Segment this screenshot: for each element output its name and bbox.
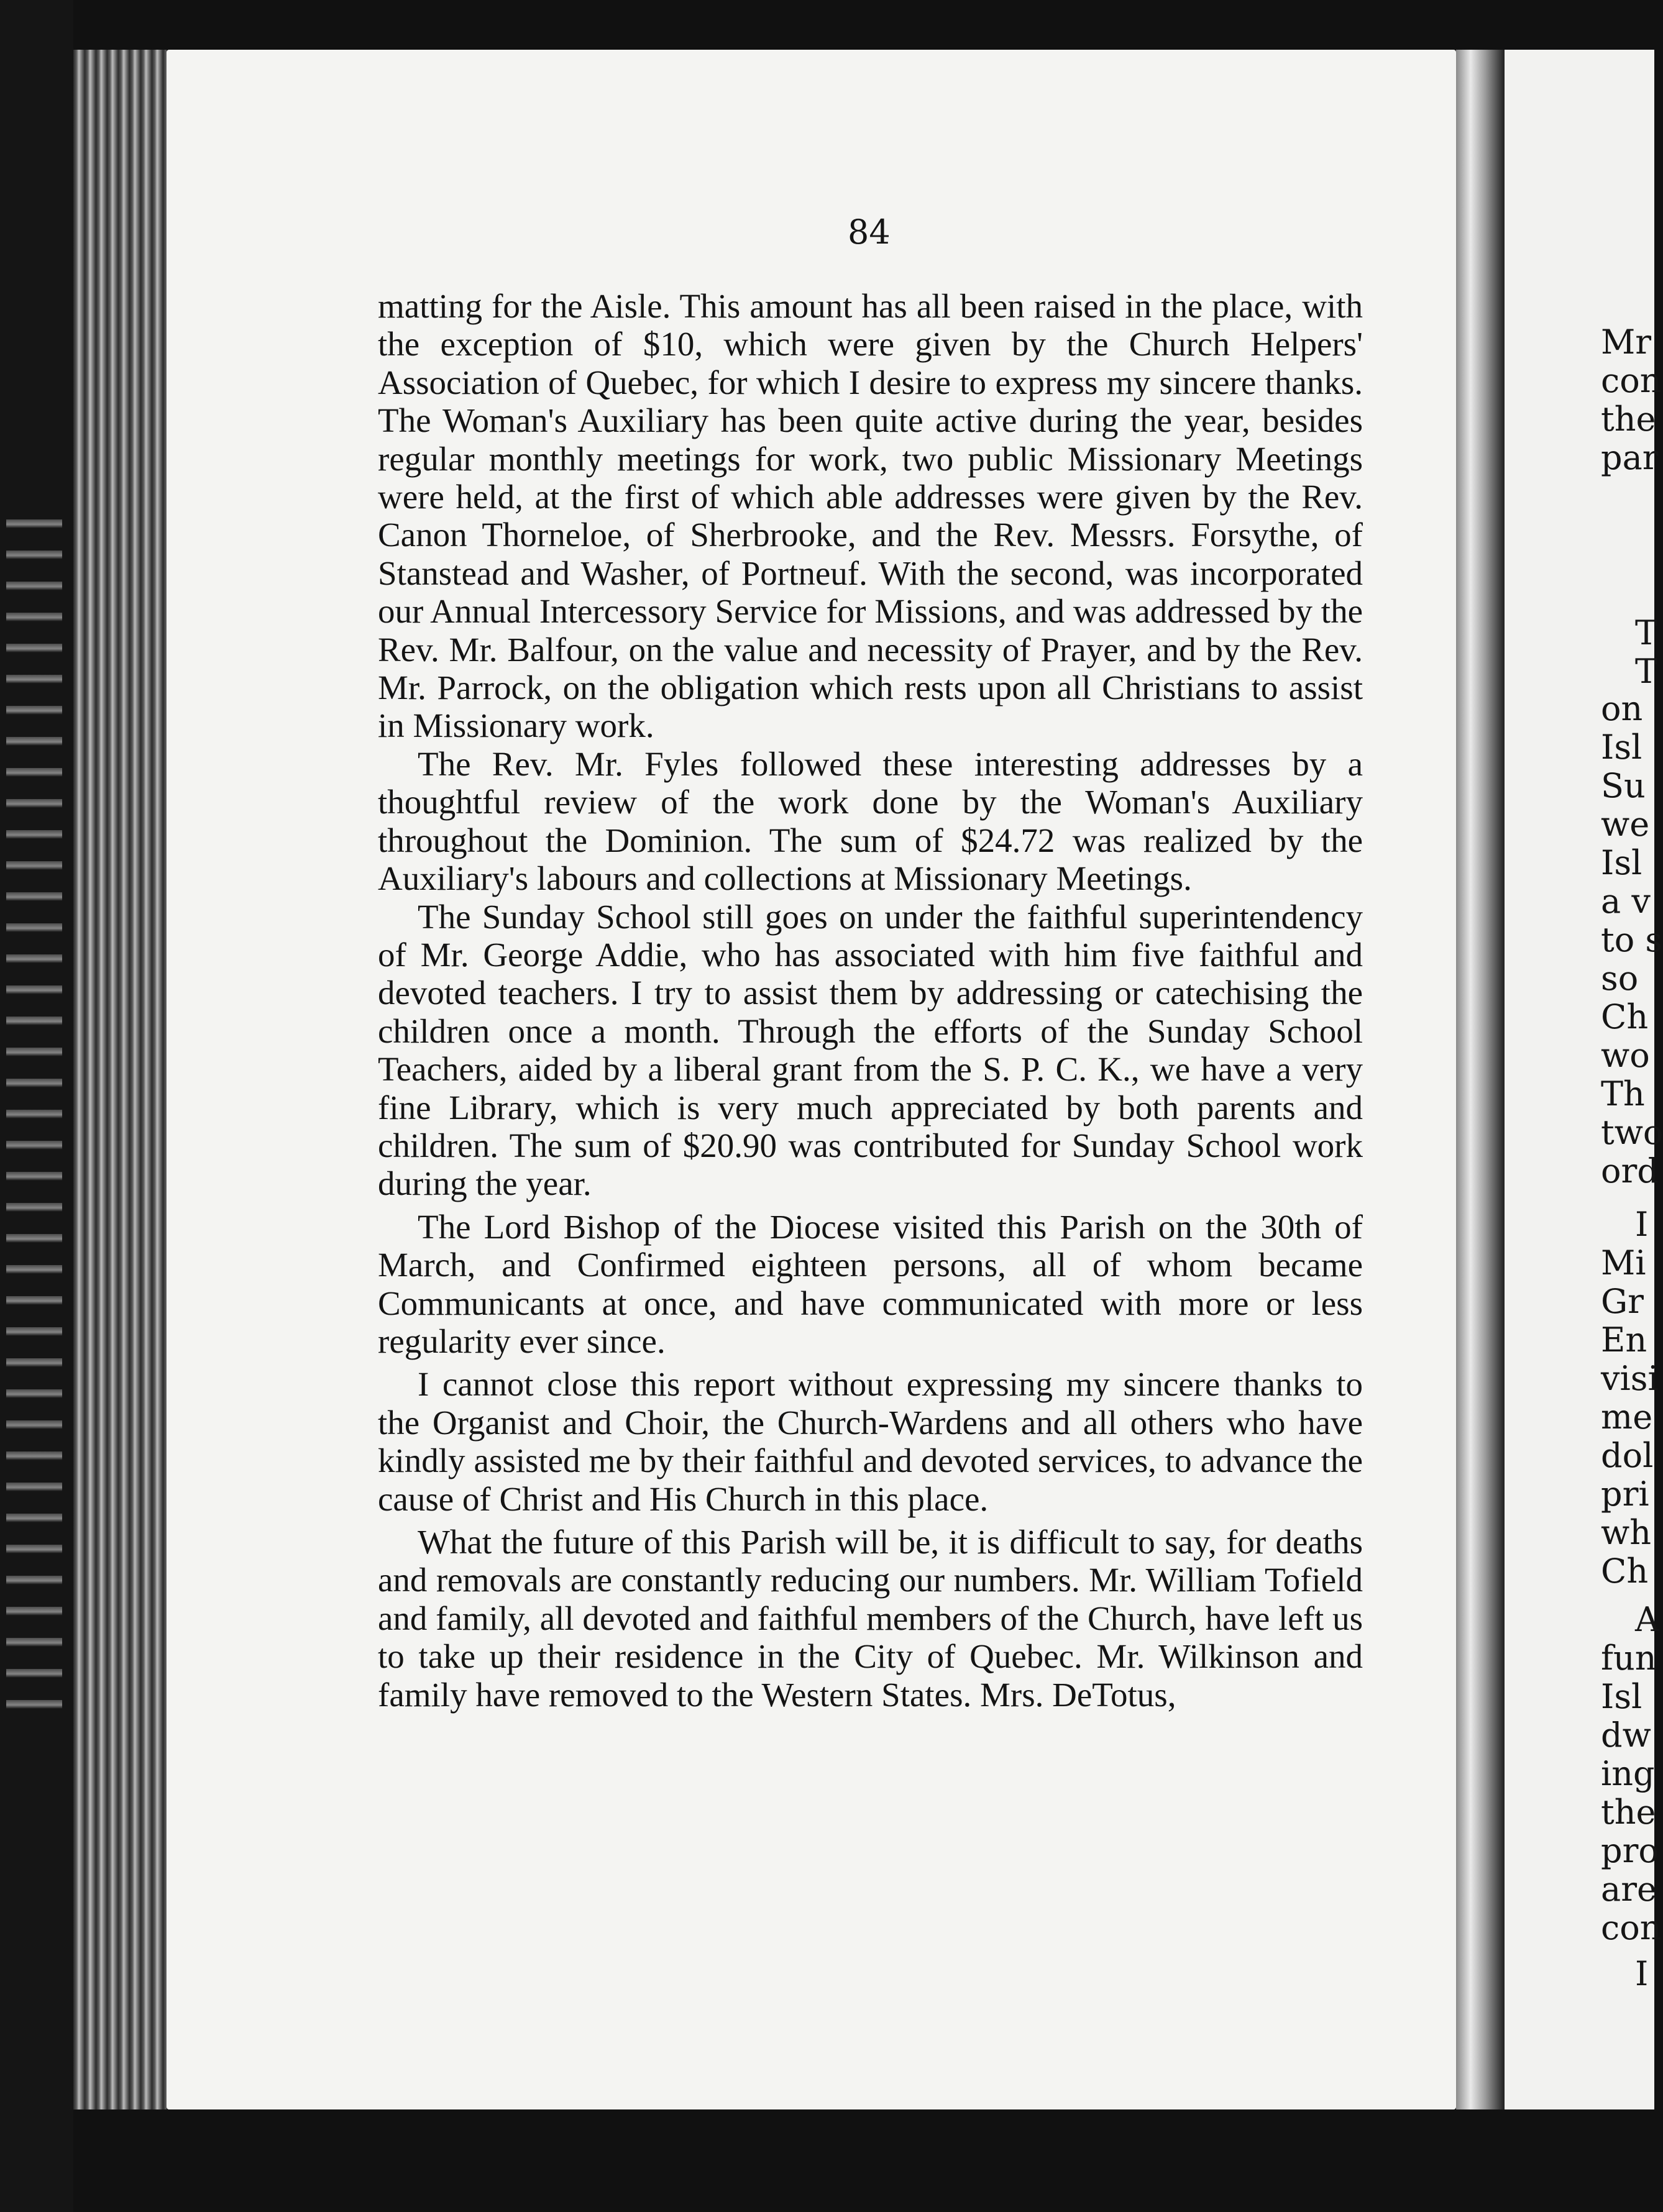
next-page-fragment: Isl [1601, 843, 1642, 882]
next-page-fragment: pri [1601, 1474, 1649, 1514]
next-page-fragment: fun [1601, 1638, 1657, 1678]
next-page-fragment: ing [1601, 1754, 1655, 1793]
next-page-fragment: ord [1601, 1151, 1659, 1191]
next-page-fragment: Isl [1601, 1677, 1642, 1716]
next-page-fragment: Isl [1601, 728, 1642, 767]
next-page-fragment: T [1635, 652, 1658, 691]
paragraph-6: What the future of this Parish will be, it is difficult to say, for deaths and removals are constantly reducing our numbers. Mr. William Tofield and family, all devoted and faithful members of the Church, have left us to take up their residence in the City of Quebec. Mr. Wilkinson and family have removed to the Western States. Mrs. DeTotus, [378, 1523, 1363, 1714]
paragraph-5: I cannot close this report without expressing my sincere thanks to the Organist and Choir, the Church-Wardens and all others who have kindly assisted me by their faithful and devoted services, to advance the cause of Christ and His Church in this place. [378, 1365, 1363, 1518]
next-page-fragment: par [1601, 438, 1659, 477]
next-page-fragment: to s [1601, 920, 1663, 959]
next-page-fragment: the [1601, 1793, 1656, 1832]
next-page-fragment: dw [1601, 1716, 1651, 1755]
next-page-fragment: so [1601, 959, 1639, 998]
page-number: 84 [848, 213, 891, 252]
next-page-fragment: wo [1601, 1036, 1650, 1075]
next-page-fragment: are [1601, 1870, 1657, 1909]
next-page-fragment: a v [1601, 882, 1651, 921]
paragraph-1: matting for the Aisle. This amount has all been raised in the place, with the exception of $10, which were given by the Church Helpers' Association of Quebec, for which I desire to express my sincere thanks. The Woman's Auxiliary has been quite active during the year, besides regular monthly meetings for work, two public Missionary Meetings were held, at the first of which able addresses were given by the Rev. Canon Thorneloe, of Sherbrooke, and the Rev. Messrs. Forsythe, of Stanstead and Washer, of Portneuf. With the second, was incorporated our Annual Intercessory Service for Missions, and was addressed by the Rev. Mr. Balfour, on the value and necessity of Prayer, and by the Rev. Mr. Parrock, on the obligation which rests upon all Christians to assist in Missionary work. [378, 287, 1363, 745]
next-page-fragment: me [1601, 1397, 1653, 1437]
next-page-fragment: I [1635, 1205, 1649, 1244]
next-page-fragment: dol [1601, 1436, 1654, 1475]
next-page-fragment: con [1601, 361, 1662, 400]
page-gutter [1456, 50, 1505, 2109]
next-page-fragment: I [1635, 1954, 1649, 1993]
next-page-fragment: Gr [1601, 1282, 1644, 1321]
next-page-fragment: pro [1601, 1831, 1659, 1870]
next-page-fragment: the [1601, 400, 1656, 439]
next-page-fragment: Th [1601, 1074, 1645, 1113]
scan-background-left [0, 0, 73, 2212]
next-page-fragment: Su [1601, 766, 1646, 805]
next-page-fragment: Mi [1601, 1243, 1646, 1282]
next-page-fragment: wh [1601, 1513, 1651, 1552]
next-page-fragment: En [1601, 1320, 1647, 1360]
next-page-fragment: Mr [1601, 322, 1652, 362]
next-page-fragment: Ch [1601, 997, 1649, 1036]
paragraph-4: The Lord Bishop of the Diocese visited this Parish on the 30th of March, and Confirmed eighteen persons, all of whom became Communicants at once, and have communicated with more or less regularity ever since. [378, 1207, 1363, 1360]
next-page-fragment: T [1635, 613, 1658, 652]
next-page-fragment: two [1601, 1113, 1663, 1152]
next-page-fragment: we [1601, 805, 1650, 844]
next-page-fragment: on [1601, 689, 1643, 728]
paragraph-3: The Sunday School still goes on under the faithful superintendency of Mr. George Addie, who has associated with him five faithful and devoted teachers. I try to assist them by addressing or catechising the children once a month. Through the efforts of the Sunday School Teachers, aided by a liberal grant from the S. P. C. K., we have a very fine Library, which is very much appreciated by both parents and children. The sum of $20.90 was contributed for Sunday School work during the year. [378, 897, 1363, 1203]
adjacent-page-edges [6, 497, 62, 1709]
book-spine-edge [73, 50, 167, 2109]
next-page-fragment: Ch [1601, 1552, 1649, 1591]
page-body-text [378, 287, 1363, 1714]
next-page-edge [1505, 50, 1663, 2109]
next-page-fragment: con [1601, 1908, 1662, 1947]
paragraph-2: The Rev. Mr. Fyles followed these interesting addresses by a thoughtful review of the work done by the Woman's Auxiliary throughout the Dominion. The sum of $24.72 was realized by the Auxiliary's labours and collections at Missionary Meetings. [378, 744, 1363, 898]
next-page-fragment: A [1635, 1600, 1659, 1639]
next-page-fragment: visi [1601, 1359, 1659, 1398]
